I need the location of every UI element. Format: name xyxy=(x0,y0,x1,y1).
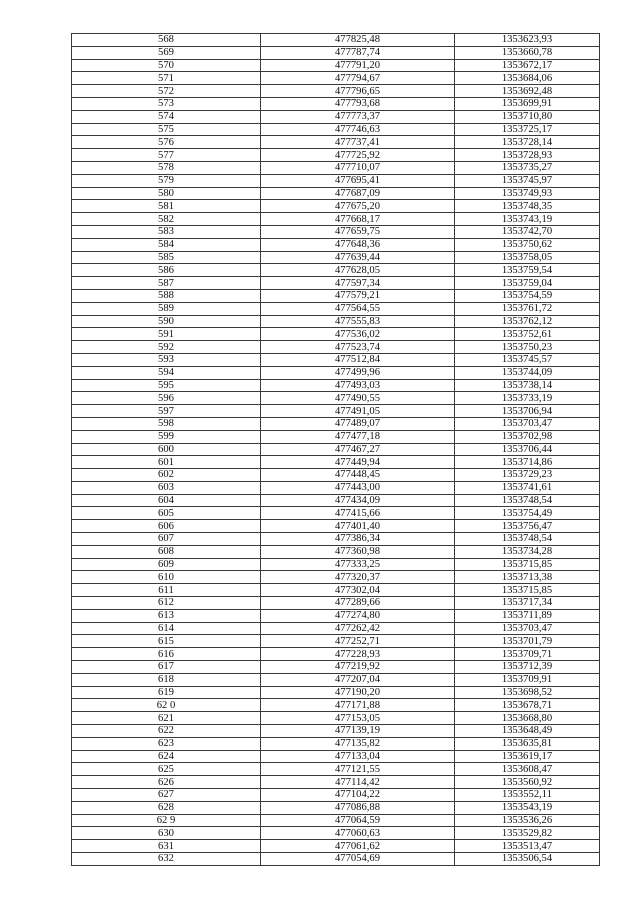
point-number-cell: 602 xyxy=(72,469,261,482)
x-coordinate-cell: 477491,05 xyxy=(261,405,455,418)
y-coordinate-cell: 1353754,59 xyxy=(455,289,600,302)
x-coordinate-cell: 477597,34 xyxy=(261,277,455,290)
table-row xyxy=(72,366,600,379)
x-coordinate-cell: 477825,48 xyxy=(261,34,455,47)
table-row xyxy=(72,648,600,661)
y-coordinate-cell: 1353756,47 xyxy=(455,520,600,533)
table-row xyxy=(72,686,600,699)
point-number-cell: 584 xyxy=(72,238,261,251)
x-coordinate-cell: 477252,71 xyxy=(261,635,455,648)
table-row xyxy=(72,430,600,443)
x-coordinate-cell: 477443,00 xyxy=(261,481,455,494)
y-coordinate-cell: 1353750,23 xyxy=(455,341,600,354)
table-row xyxy=(72,661,600,674)
table-row xyxy=(72,533,600,546)
y-coordinate-cell: 1353714,86 xyxy=(455,456,600,469)
point-number-cell: 628 xyxy=(72,801,261,814)
x-coordinate-cell: 477139,19 xyxy=(261,725,455,738)
table-row xyxy=(72,315,600,328)
x-coordinate-cell: 477499,96 xyxy=(261,366,455,379)
x-coordinate-cell: 477564,55 xyxy=(261,302,455,315)
point-number-cell: 579 xyxy=(72,174,261,187)
point-number-cell: 62 0 xyxy=(72,699,261,712)
table-row xyxy=(72,673,600,686)
x-coordinate-cell: 477523,74 xyxy=(261,341,455,354)
table-row xyxy=(72,737,600,750)
x-coordinate-cell: 477648,36 xyxy=(261,238,455,251)
point-number-cell: 603 xyxy=(72,481,261,494)
x-coordinate-cell: 477064,59 xyxy=(261,814,455,827)
y-coordinate-cell: 1353699,91 xyxy=(455,97,600,110)
table-row xyxy=(72,597,600,610)
point-number-cell: 606 xyxy=(72,520,261,533)
y-coordinate-cell: 1353735,27 xyxy=(455,161,600,174)
point-number-cell: 571 xyxy=(72,72,261,85)
point-number-cell: 630 xyxy=(72,827,261,840)
x-coordinate-cell: 477401,40 xyxy=(261,520,455,533)
table-row xyxy=(72,238,600,251)
y-coordinate-cell: 1353706,94 xyxy=(455,405,600,418)
table-row xyxy=(72,46,600,59)
y-coordinate-cell: 1353752,61 xyxy=(455,328,600,341)
y-coordinate-cell: 1353758,05 xyxy=(455,251,600,264)
y-coordinate-cell: 1353660,78 xyxy=(455,46,600,59)
x-coordinate-cell: 477490,55 xyxy=(261,392,455,405)
point-number-cell: 592 xyxy=(72,341,261,354)
y-coordinate-cell: 1353729,23 xyxy=(455,469,600,482)
point-number-cell: 610 xyxy=(72,571,261,584)
point-number-cell: 611 xyxy=(72,584,261,597)
y-coordinate-cell: 1353748,54 xyxy=(455,533,600,546)
x-coordinate-cell: 477086,88 xyxy=(261,801,455,814)
table-row xyxy=(72,481,600,494)
point-number-cell: 613 xyxy=(72,609,261,622)
x-coordinate-cell: 477228,93 xyxy=(261,648,455,661)
point-number-cell: 601 xyxy=(72,456,261,469)
table-row xyxy=(72,328,600,341)
table-row xyxy=(72,353,600,366)
table-row xyxy=(72,110,600,123)
point-number-cell: 577 xyxy=(72,149,261,162)
y-coordinate-cell: 1353506,54 xyxy=(455,853,600,866)
point-number-cell: 594 xyxy=(72,366,261,379)
point-number-cell: 617 xyxy=(72,661,261,674)
x-coordinate-cell: 477262,42 xyxy=(261,622,455,635)
x-coordinate-cell: 477787,74 xyxy=(261,46,455,59)
table-row xyxy=(72,507,600,520)
point-number-cell: 573 xyxy=(72,97,261,110)
point-number-cell: 581 xyxy=(72,200,261,213)
x-coordinate-cell: 477333,25 xyxy=(261,558,455,571)
table-row xyxy=(72,776,600,789)
point-number-cell: 604 xyxy=(72,494,261,507)
point-number-cell: 621 xyxy=(72,712,261,725)
y-coordinate-cell: 1353741,61 xyxy=(455,481,600,494)
table-row xyxy=(72,251,600,264)
x-coordinate-cell: 477415,66 xyxy=(261,507,455,520)
x-coordinate-cell: 477579,21 xyxy=(261,289,455,302)
y-coordinate-cell: 1353748,35 xyxy=(455,200,600,213)
coordinates-table-body xyxy=(72,34,600,866)
y-coordinate-cell: 1353733,19 xyxy=(455,392,600,405)
x-coordinate-cell: 477687,09 xyxy=(261,187,455,200)
point-number-cell: 582 xyxy=(72,213,261,226)
point-number-cell: 596 xyxy=(72,392,261,405)
y-coordinate-cell: 1353543,19 xyxy=(455,801,600,814)
y-coordinate-cell: 1353713,38 xyxy=(455,571,600,584)
x-coordinate-cell: 477555,83 xyxy=(261,315,455,328)
y-coordinate-cell: 1353623,93 xyxy=(455,34,600,47)
x-coordinate-cell: 477434,09 xyxy=(261,494,455,507)
table-row xyxy=(72,302,600,315)
y-coordinate-cell: 1353712,39 xyxy=(455,661,600,674)
table-row xyxy=(72,123,600,136)
table-row xyxy=(72,187,600,200)
table-row xyxy=(72,827,600,840)
x-coordinate-cell: 477773,37 xyxy=(261,110,455,123)
x-coordinate-cell: 477675,20 xyxy=(261,200,455,213)
point-number-cell: 588 xyxy=(72,289,261,302)
x-coordinate-cell: 477121,55 xyxy=(261,763,455,776)
y-coordinate-cell: 1353743,19 xyxy=(455,213,600,226)
point-number-cell: 631 xyxy=(72,840,261,853)
table-row xyxy=(72,149,600,162)
table-row xyxy=(72,584,600,597)
x-coordinate-cell: 477360,98 xyxy=(261,545,455,558)
table-row xyxy=(72,622,600,635)
y-coordinate-cell: 1353619,17 xyxy=(455,750,600,763)
x-coordinate-cell: 477060,63 xyxy=(261,827,455,840)
point-number-cell: 607 xyxy=(72,533,261,546)
y-coordinate-cell: 1353701,79 xyxy=(455,635,600,648)
table-row xyxy=(72,456,600,469)
y-coordinate-cell: 1353745,97 xyxy=(455,174,600,187)
y-coordinate-cell: 1353717,34 xyxy=(455,597,600,610)
x-coordinate-cell: 477493,03 xyxy=(261,379,455,392)
table-row xyxy=(72,699,600,712)
y-coordinate-cell: 1353745,57 xyxy=(455,353,600,366)
point-number-cell: 600 xyxy=(72,443,261,456)
x-coordinate-cell: 477477,18 xyxy=(261,430,455,443)
x-coordinate-cell: 477793,68 xyxy=(261,97,455,110)
y-coordinate-cell: 1353703,47 xyxy=(455,622,600,635)
x-coordinate-cell: 477133,04 xyxy=(261,750,455,763)
point-number-cell: 627 xyxy=(72,789,261,802)
table-row xyxy=(72,59,600,72)
point-number-cell: 618 xyxy=(72,673,261,686)
x-coordinate-cell: 477153,05 xyxy=(261,712,455,725)
table-row xyxy=(72,200,600,213)
table-row xyxy=(72,289,600,302)
y-coordinate-cell: 1353692,48 xyxy=(455,85,600,98)
table-row xyxy=(72,558,600,571)
x-coordinate-cell: 477448,45 xyxy=(261,469,455,482)
y-coordinate-cell: 1353698,52 xyxy=(455,686,600,699)
x-coordinate-cell: 477207,04 xyxy=(261,673,455,686)
x-coordinate-cell: 477746,63 xyxy=(261,123,455,136)
table-row xyxy=(72,635,600,648)
point-number-cell: 586 xyxy=(72,264,261,277)
y-coordinate-cell: 1353672,17 xyxy=(455,59,600,72)
point-number-cell: 580 xyxy=(72,187,261,200)
y-coordinate-cell: 1353748,54 xyxy=(455,494,600,507)
table-row xyxy=(72,814,600,827)
table-row xyxy=(72,379,600,392)
point-number-cell: 569 xyxy=(72,46,261,59)
y-coordinate-cell: 1353668,80 xyxy=(455,712,600,725)
y-coordinate-cell: 1353648,49 xyxy=(455,725,600,738)
point-number-cell: 575 xyxy=(72,123,261,136)
x-coordinate-cell: 477737,41 xyxy=(261,136,455,149)
y-coordinate-cell: 1353728,14 xyxy=(455,136,600,149)
point-number-cell: 605 xyxy=(72,507,261,520)
y-coordinate-cell: 1353715,85 xyxy=(455,584,600,597)
x-coordinate-cell: 477190,20 xyxy=(261,686,455,699)
y-coordinate-cell: 1353684,06 xyxy=(455,72,600,85)
x-coordinate-cell: 477135,82 xyxy=(261,737,455,750)
table-row xyxy=(72,174,600,187)
table-row xyxy=(72,545,600,558)
point-number-cell: 570 xyxy=(72,59,261,72)
y-coordinate-cell: 1353750,62 xyxy=(455,238,600,251)
table-row xyxy=(72,840,600,853)
x-coordinate-cell: 477512,84 xyxy=(261,353,455,366)
table-row xyxy=(72,520,600,533)
x-coordinate-cell: 477725,92 xyxy=(261,149,455,162)
x-coordinate-cell: 477536,02 xyxy=(261,328,455,341)
point-number-cell: 626 xyxy=(72,776,261,789)
x-coordinate-cell: 477171,88 xyxy=(261,699,455,712)
y-coordinate-cell: 1353715,85 xyxy=(455,558,600,571)
x-coordinate-cell: 477639,44 xyxy=(261,251,455,264)
point-number-cell: 597 xyxy=(72,405,261,418)
y-coordinate-cell: 1353552,11 xyxy=(455,789,600,802)
x-coordinate-cell: 477449,94 xyxy=(261,456,455,469)
y-coordinate-cell: 1353749,93 xyxy=(455,187,600,200)
table-row xyxy=(72,341,600,354)
y-coordinate-cell: 1353742,70 xyxy=(455,225,600,238)
y-coordinate-cell: 1353536,26 xyxy=(455,814,600,827)
table-row xyxy=(72,417,600,430)
point-number-cell: 593 xyxy=(72,353,261,366)
table-row xyxy=(72,97,600,110)
y-coordinate-cell: 1353703,47 xyxy=(455,417,600,430)
point-number-cell: 590 xyxy=(72,315,261,328)
x-coordinate-cell: 477668,17 xyxy=(261,213,455,226)
x-coordinate-cell: 477289,66 xyxy=(261,597,455,610)
point-number-cell: 622 xyxy=(72,725,261,738)
y-coordinate-cell: 1353529,82 xyxy=(455,827,600,840)
y-coordinate-cell: 1353706,44 xyxy=(455,443,600,456)
table-row xyxy=(72,213,600,226)
x-coordinate-cell: 477467,27 xyxy=(261,443,455,456)
point-number-cell: 574 xyxy=(72,110,261,123)
table-row xyxy=(72,34,600,47)
y-coordinate-cell: 1353560,92 xyxy=(455,776,600,789)
table-row xyxy=(72,712,600,725)
point-number-cell: 589 xyxy=(72,302,261,315)
point-number-cell: 609 xyxy=(72,558,261,571)
point-number-cell: 62 9 xyxy=(72,814,261,827)
y-coordinate-cell: 1353702,98 xyxy=(455,430,600,443)
table-row xyxy=(72,801,600,814)
x-coordinate-cell: 477796,65 xyxy=(261,85,455,98)
point-number-cell: 623 xyxy=(72,737,261,750)
table-row xyxy=(72,571,600,584)
point-number-cell: 595 xyxy=(72,379,261,392)
table-row xyxy=(72,405,600,418)
x-coordinate-cell: 477791,20 xyxy=(261,59,455,72)
x-coordinate-cell: 477219,92 xyxy=(261,661,455,674)
y-coordinate-cell: 1353759,04 xyxy=(455,277,600,290)
point-number-cell: 585 xyxy=(72,251,261,264)
x-coordinate-cell: 477628,05 xyxy=(261,264,455,277)
x-coordinate-cell: 477695,41 xyxy=(261,174,455,187)
point-number-cell: 612 xyxy=(72,597,261,610)
y-coordinate-cell: 1353738,14 xyxy=(455,379,600,392)
x-coordinate-cell: 477386,34 xyxy=(261,533,455,546)
x-coordinate-cell: 477794,67 xyxy=(261,72,455,85)
point-number-cell: 619 xyxy=(72,686,261,699)
table-row xyxy=(72,443,600,456)
y-coordinate-cell: 1353734,28 xyxy=(455,545,600,558)
y-coordinate-cell: 1353744,09 xyxy=(455,366,600,379)
table-row xyxy=(72,392,600,405)
table-row xyxy=(72,85,600,98)
point-number-cell: 598 xyxy=(72,417,261,430)
point-number-cell: 632 xyxy=(72,853,261,866)
point-number-cell: 583 xyxy=(72,225,261,238)
y-coordinate-cell: 1353709,71 xyxy=(455,648,600,661)
y-coordinate-cell: 1353759,54 xyxy=(455,264,600,277)
point-number-cell: 587 xyxy=(72,277,261,290)
y-coordinate-cell: 1353513,47 xyxy=(455,840,600,853)
point-number-cell: 616 xyxy=(72,648,261,661)
table-row xyxy=(72,136,600,149)
x-coordinate-cell: 477274,80 xyxy=(261,609,455,622)
x-coordinate-cell: 477114,42 xyxy=(261,776,455,789)
point-number-cell: 576 xyxy=(72,136,261,149)
x-coordinate-cell: 477054,69 xyxy=(261,853,455,866)
point-number-cell: 608 xyxy=(72,545,261,558)
x-coordinate-cell: 477710,07 xyxy=(261,161,455,174)
x-coordinate-cell: 477320,37 xyxy=(261,571,455,584)
y-coordinate-cell: 1353728,93 xyxy=(455,149,600,162)
point-number-cell: 578 xyxy=(72,161,261,174)
table-row xyxy=(72,609,600,622)
y-coordinate-cell: 1353709,91 xyxy=(455,673,600,686)
table-row xyxy=(72,469,600,482)
point-number-cell: 599 xyxy=(72,430,261,443)
table-row xyxy=(72,763,600,776)
x-coordinate-cell: 477659,75 xyxy=(261,225,455,238)
table-row xyxy=(72,72,600,85)
coordinates-table xyxy=(71,33,600,866)
x-coordinate-cell: 477061,62 xyxy=(261,840,455,853)
table-row xyxy=(72,750,600,763)
point-number-cell: 625 xyxy=(72,763,261,776)
y-coordinate-cell: 1353635,81 xyxy=(455,737,600,750)
table-row xyxy=(72,789,600,802)
y-coordinate-cell: 1353710,80 xyxy=(455,110,600,123)
y-coordinate-cell: 1353608,47 xyxy=(455,763,600,776)
x-coordinate-cell: 477104,22 xyxy=(261,789,455,802)
table-row xyxy=(72,161,600,174)
y-coordinate-cell: 1353754,49 xyxy=(455,507,600,520)
table-row xyxy=(72,853,600,866)
point-number-cell: 624 xyxy=(72,750,261,763)
point-number-cell: 568 xyxy=(72,34,261,47)
table-row xyxy=(72,725,600,738)
x-coordinate-cell: 477302,04 xyxy=(261,584,455,597)
point-number-cell: 572 xyxy=(72,85,261,98)
table-row xyxy=(72,264,600,277)
y-coordinate-cell: 1353762,12 xyxy=(455,315,600,328)
y-coordinate-cell: 1353711,89 xyxy=(455,609,600,622)
table-row xyxy=(72,277,600,290)
y-coordinate-cell: 1353678,71 xyxy=(455,699,600,712)
table-row xyxy=(72,494,600,507)
point-number-cell: 591 xyxy=(72,328,261,341)
point-number-cell: 614 xyxy=(72,622,261,635)
y-coordinate-cell: 1353761,72 xyxy=(455,302,600,315)
table-row xyxy=(72,225,600,238)
point-number-cell: 615 xyxy=(72,635,261,648)
y-coordinate-cell: 1353725,17 xyxy=(455,123,600,136)
x-coordinate-cell: 477489,07 xyxy=(261,417,455,430)
